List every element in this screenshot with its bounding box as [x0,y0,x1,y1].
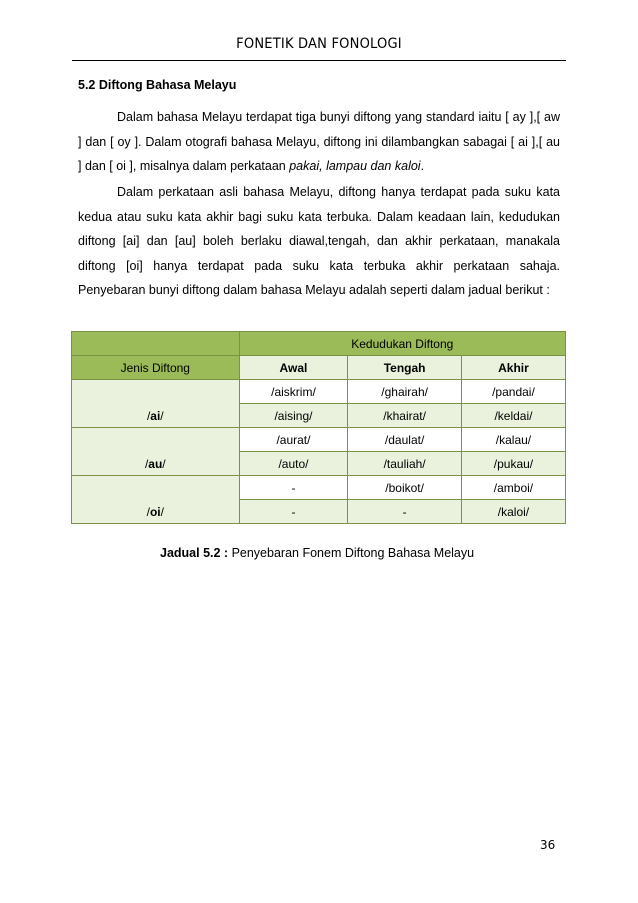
table-cell: /auto/ [239,452,348,476]
table-cell: /boikot/ [348,476,462,500]
table-cell: - [348,500,462,524]
table-cell: /pukau/ [461,452,565,476]
table-cell: /pandai/ [461,380,565,404]
table-cell: /kaloi/ [461,500,565,524]
table-cell: - [239,476,348,500]
paragraph-1-text-a: Dalam bahasa Melayu terdapat tiga bunyi diftong yang standard iaitu [ ay ],[ aw ] dan [ oy ]. Dalam otografi bahasa Melayu, diftong ini dilambangkan sabagai [ ai ],[ au ] dan [ oi ], misalnya dalam perkataan [78,110,560,173]
table-cell: /daulat/ [348,428,462,452]
table-corner-cell [72,332,240,356]
paragraph-1 [78,105,560,179]
table-cell: /aiskrim/ [239,380,348,404]
col-header-tengah: Tengah [348,356,462,380]
caption-text: Penyebaran Fonem Diftong Bahasa Melayu [228,546,475,560]
table-row [72,380,566,404]
table-cell: /khairat/ [348,404,462,428]
paragraph-2 [78,180,560,303]
paragraph-1-examples: pakai, lampau dan kaloi [289,159,421,173]
paragraph-2-text: Dalam perkataan asli bahasa Melayu, diftong hanya terdapat pada suku kata kedua atau suku kata akhir bagi suku kata terbuka. Dalam keadaan lain, kedudukan diftong [ai] dan [au] boleh berlaku diawal,tengah, dan akhir perkataan, manakala diftong [oi] hanya terdapat pada suku kata terbuka akhir perkataan sahaja. Penyebaran bunyi diftong dalam bahasa Melayu adalah seperti dalam jadual berikut : [78,185,560,297]
table-cell: /aising/ [239,404,348,428]
table-cell: /aurat/ [239,428,348,452]
table-cell: /tauliah/ [348,452,462,476]
diftong-au-cell: /au/ [72,428,240,476]
table-cell: - [239,500,348,524]
header-rule [72,60,566,61]
group-header: Kedudukan Diftong [239,332,565,356]
page-number: 36 [540,838,556,852]
table-cell: /ghairah/ [348,380,462,404]
table-cell: /keldai/ [461,404,565,428]
diphthong-table [71,331,566,524]
row-header: Jenis Diftong [72,356,240,380]
col-header-akhir: Akhir [461,356,565,380]
running-header: FONETIK DAN FONOLOGI [236,36,402,52]
section-title: 5.2 Diftong Bahasa Melayu [78,78,237,92]
table-cell: /kalau/ [461,428,565,452]
caption-label: Jadual 5.2 : [160,546,229,560]
table-cell: /amboi/ [461,476,565,500]
table-row [72,476,566,500]
diftong-ai-cell: /ai/ [72,380,240,428]
table-caption [160,546,474,560]
diftong-oi-cell: /oi/ [72,476,240,524]
paragraph-1-text-b: . [420,159,425,173]
table-row [72,428,566,452]
col-header-awal: Awal [239,356,348,380]
